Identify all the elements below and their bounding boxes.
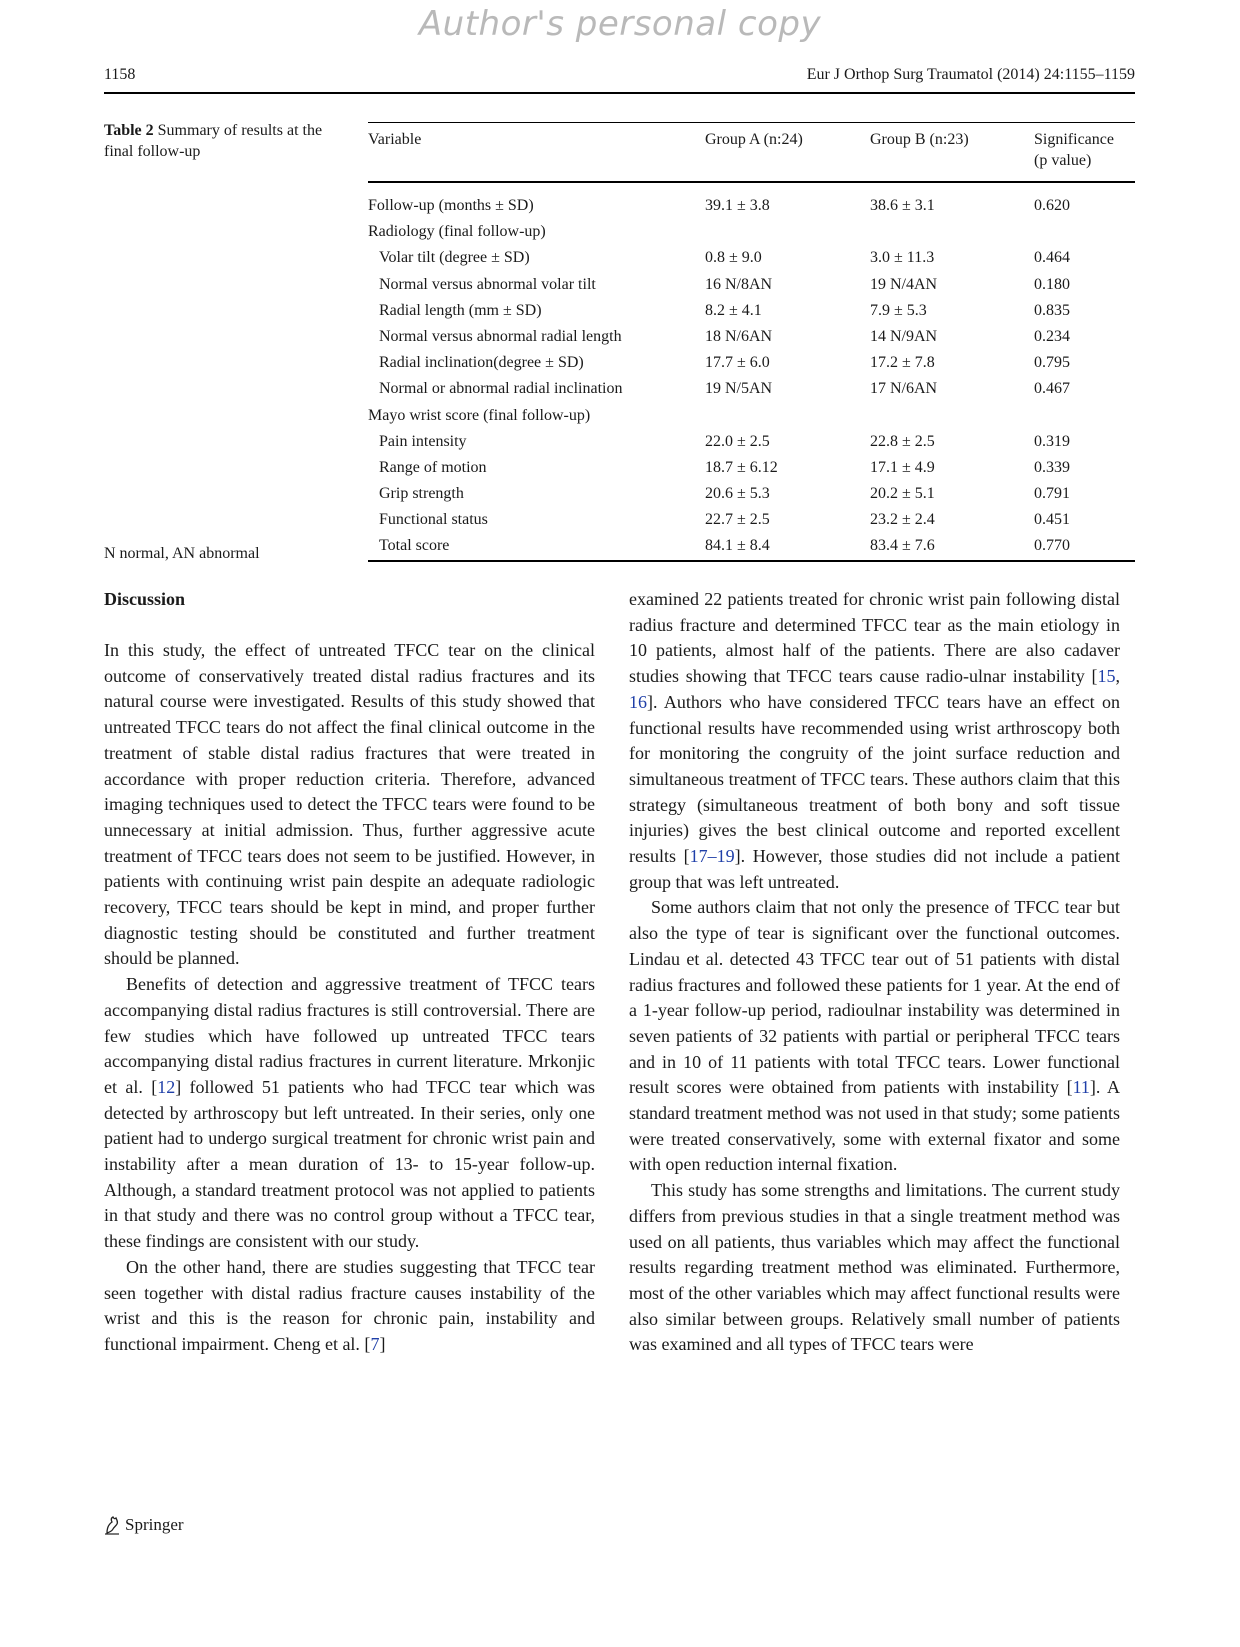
journal-reference: Eur J Orthop Surg Traumatol (2014) 24:1155–1159: [806, 66, 1135, 83]
table-row: [368, 245, 1135, 271]
cell-group-a: 0.8 ± 9.0: [705, 249, 762, 267]
cell-group-a: 16 N/8AN: [705, 275, 773, 293]
paragraph: [104, 1255, 595, 1358]
table-row: [368, 533, 1135, 560]
citation-link[interactable]: 11: [1072, 1077, 1090, 1098]
results-table: [368, 122, 1135, 562]
right-column: [629, 587, 1120, 1358]
cell-variable: Total score: [368, 533, 705, 560]
citation-link[interactable]: 7: [370, 1333, 380, 1354]
cell-p-value: 0.234: [1034, 327, 1070, 345]
cell-variable: Volar tilt (degree ± SD): [379, 249, 530, 267]
paragraph: In this study, the effect of untreated TFCC tear on the clinical outcome of conservatively treated distal radius fractures and its natural course were investigated. Results of this study showed that untreated TFCC tears do not affect the final clinical outcome in the treatment of stable distal radius fractures that were treated in accordance with proper reduction criteria. Therefore, advanced imaging techniques used to detect the TFCC tears were found to be unnecessary at initial admission. Thus, further aggressive acute treatment of TFCC tears does not seem to be justified. However, in patients with continuing wrist pain despite an adequate radiologic recovery, TFCC tears should be kept in mind, and proper further diagnostic testing should be constituted and further treatment should be planned.: [104, 640, 595, 969]
cell-group-a: [705, 219, 870, 245]
cell-variable: Normal versus abnormal radial length: [379, 327, 622, 345]
table-row: [368, 272, 1135, 298]
paragraph-text: examined 22 patients treated for chronic wrist pain following distal radius fracture and determined TFCC tear as the main etiology in 10 patients, almost half of the patients. There are also cadaver studies showing that TFCC tears cause radio-ulnar instability [: [629, 589, 1120, 687]
cell-p-value: 0.467: [1034, 380, 1070, 398]
column-header-group-a: Group A (n:24): [705, 123, 870, 183]
cell-group-b: 3.0 ± 11.3: [870, 249, 935, 267]
cell-variable: Range of motion: [379, 458, 487, 476]
cell-group-b: 19 N/4AN: [870, 275, 938, 293]
cell-group-a: 8.2 ± 4.1: [705, 301, 762, 319]
section-heading-discussion: Discussion: [104, 589, 186, 609]
cell-group-a: 20.6 ± 5.3: [705, 485, 770, 503]
citation-link[interactable]: 17–19: [689, 846, 735, 867]
table-row: [368, 429, 1135, 455]
cell-group-a: 17.7 ± 6.0: [705, 354, 770, 372]
paragraph: [629, 895, 1120, 1178]
cell-variable: Grip strength: [379, 485, 464, 503]
paragraph-text: Some authors claim that not only the presence of TFCC tear but also the type of tear is significant over the functional outcomes. Lindau et al. detected 43 TFCC tear out of 51 patients with distal radius fractures and followed these patients for 1 year. At the end of a 1-year follow-up period, radioulnar instability was determined in seven patients of 32 patients with partial or peripheral TFCC tears and in 10 of 11 patients with total TFCC tears. Lower functional result scores were obtained from patients with instability [: [629, 897, 1120, 1098]
watermark: Author's personal copy: [418, 4, 822, 44]
paragraph: [104, 972, 595, 1255]
cell-group-b: [870, 219, 1034, 245]
cell-p-value: 0.835: [1034, 301, 1070, 319]
cell-variable: Functional status: [379, 511, 488, 529]
table-row: [368, 481, 1135, 507]
cell-group-a: 18.7 ± 6.12: [705, 458, 778, 476]
table-caption: [104, 120, 344, 162]
table-row: [368, 324, 1135, 350]
cell-group-a: 19 N/5AN: [705, 380, 773, 398]
cell-p-value: [1034, 403, 1135, 429]
cell-p-value: 0.319: [1034, 432, 1070, 450]
table-row: [368, 507, 1135, 533]
paragraph-text: On the other hand, there are studies suggesting that TFCC tear seen together with distal radius fracture causes instability of the wrist and this is the reason for chronic pain, instability and functional impairment. Cheng et al. [: [104, 1256, 595, 1354]
cell-group-b: 17.1 ± 4.9: [870, 458, 935, 476]
table-row: [368, 455, 1135, 481]
cell-group-a: 22.7 ± 2.5: [705, 511, 770, 529]
cell-group-b: 17 N/6AN: [870, 380, 938, 398]
cell-group-b: 22.8 ± 2.5: [870, 432, 935, 450]
paragraph-text: ]. Authors who have considered TFCC tears have an effect on functional results have recommended using wrist arthroscopy both for monitoring the congruity of the joint surface reduction and simultaneous treatment of TFCC tears. These authors claim that this strategy (simultaneous treatment of both bony and soft tissue injuries) gives the best clinical outcome and reported excellent results [: [629, 691, 1120, 867]
cell-p-value: 0.451: [1034, 511, 1070, 529]
column-header-significance: [1034, 123, 1135, 183]
table-row: [368, 219, 1135, 245]
cell-variable: Radiology (final follow-up): [368, 223, 546, 241]
paragraph-text: ]: [379, 1333, 386, 1354]
table-row: [368, 350, 1135, 376]
springer-horse-icon: [104, 1515, 122, 1535]
citation-link[interactable]: 15: [1097, 666, 1116, 687]
cell-group-b: 17.2 ± 7.8: [870, 354, 935, 372]
cell-group-a: 84.1 ± 8.4: [705, 533, 870, 560]
cell-group-b: [870, 403, 1034, 429]
cell-group-b: 38.6 ± 3.1: [870, 197, 935, 214]
table-header-row: [368, 123, 1135, 183]
cell-variable: Normal or abnormal radial inclination: [379, 380, 623, 398]
significance-label: Significance: [1034, 131, 1114, 148]
publisher-footer: [104, 1515, 184, 1535]
cell-p-value: 0.339: [1034, 458, 1070, 476]
cell-p-value: [1034, 219, 1135, 245]
cell-p-value: 0.791: [1034, 485, 1070, 503]
cell-variable: Mayo wrist score (final follow-up): [368, 406, 591, 424]
cell-group-a: 22.0 ± 2.5: [705, 432, 770, 450]
table-row: [368, 182, 1135, 219]
table-caption-text: Summary of results at the final follow-up: [104, 122, 323, 160]
header-rule: [104, 92, 1135, 94]
cell-group-a: 39.1 ± 3.8: [705, 197, 770, 214]
cell-p-value: 0.795: [1034, 354, 1070, 372]
table-label: Table 2: [104, 122, 154, 139]
cell-p-value: 0.620: [1034, 197, 1070, 214]
cell-p-value: 0.180: [1034, 275, 1070, 293]
cell-variable: Radial inclination(degree ± SD): [379, 354, 584, 372]
cell-p-value: 0.464: [1034, 249, 1070, 267]
cell-variable: Radial length (mm ± SD): [379, 301, 542, 319]
cell-group-b: 23.2 ± 2.4: [870, 511, 935, 529]
publisher-name: Springer: [125, 1515, 184, 1534]
table-row: [368, 376, 1135, 402]
table-row: [368, 298, 1135, 324]
paragraph-text: ,: [1115, 666, 1120, 687]
cell-group-b: 14 N/9AN: [870, 327, 938, 345]
cell-group-b: 7.9 ± 5.3: [870, 301, 927, 319]
paragraph-text: ]. However, those studies did not include a patient group that was left untreated.: [629, 846, 1120, 892]
citation-link[interactable]: 16: [629, 691, 647, 712]
paragraph-text: ]. A standard treatment method was not used in that study; some patients were treated conservatively, some with external fixator and some with open reduction internal fixation.: [629, 1077, 1120, 1175]
paragraph: [629, 587, 1120, 895]
paragraph: This study has some strengths and limitations. The current study differs from previous studies in that a single treatment method was used on all patients, thus variables which may affect the functional results regarding treatment method was eliminated. Furthermore, most of the other variables which may affect functional results were also similar between groups. Relatively small number of patients was examined and all types of TFCC tears were: [629, 1180, 1120, 1355]
p-value-label: (p value): [1034, 152, 1092, 169]
cell-p-value: 0.770: [1034, 533, 1135, 560]
cell-variable: Normal versus abnormal volar tilt: [379, 275, 596, 293]
paragraph-text: Benefits of detection and aggressive treatment of TFCC tears accompanying distal radius fractures is still controversial. There are few studies which have followed up untreated TFCC tears accompanying distal radius fractures in current literature. Mrkonjic et al. [: [104, 974, 595, 1097]
cell-variable: Pain intensity: [379, 432, 467, 450]
cell-group-a: 18 N/6AN: [705, 327, 773, 345]
column-header-variable: Variable: [368, 123, 705, 183]
table-footnote: N normal, AN abnormal: [104, 545, 260, 562]
column-header-group-b: Group B (n:23): [870, 123, 1034, 183]
cell-variable: Follow-up (months ± SD): [368, 197, 534, 214]
left-column: [104, 587, 595, 1358]
cell-group-a: [705, 403, 870, 429]
table-row: [368, 403, 1135, 429]
cell-group-b: 83.4 ± 7.6: [870, 533, 1034, 560]
paragraph-text: ] followed 51 patients who had TFCC tear which was detected by arthroscopy but left untreated. In their series, only one patient had to undergo surgical treatment for chronic wrist pain and instability after a mean duration of 13- to 15-year follow-up. Although, a standard treatment protocol was not applied to patients in that study and there was no control group without a TFCC tear, these findings are consistent with our study.: [104, 1076, 595, 1252]
citation-link[interactable]: 12: [157, 1076, 176, 1097]
page-number: 1158: [104, 66, 136, 83]
cell-group-b: 20.2 ± 5.1: [870, 485, 935, 503]
